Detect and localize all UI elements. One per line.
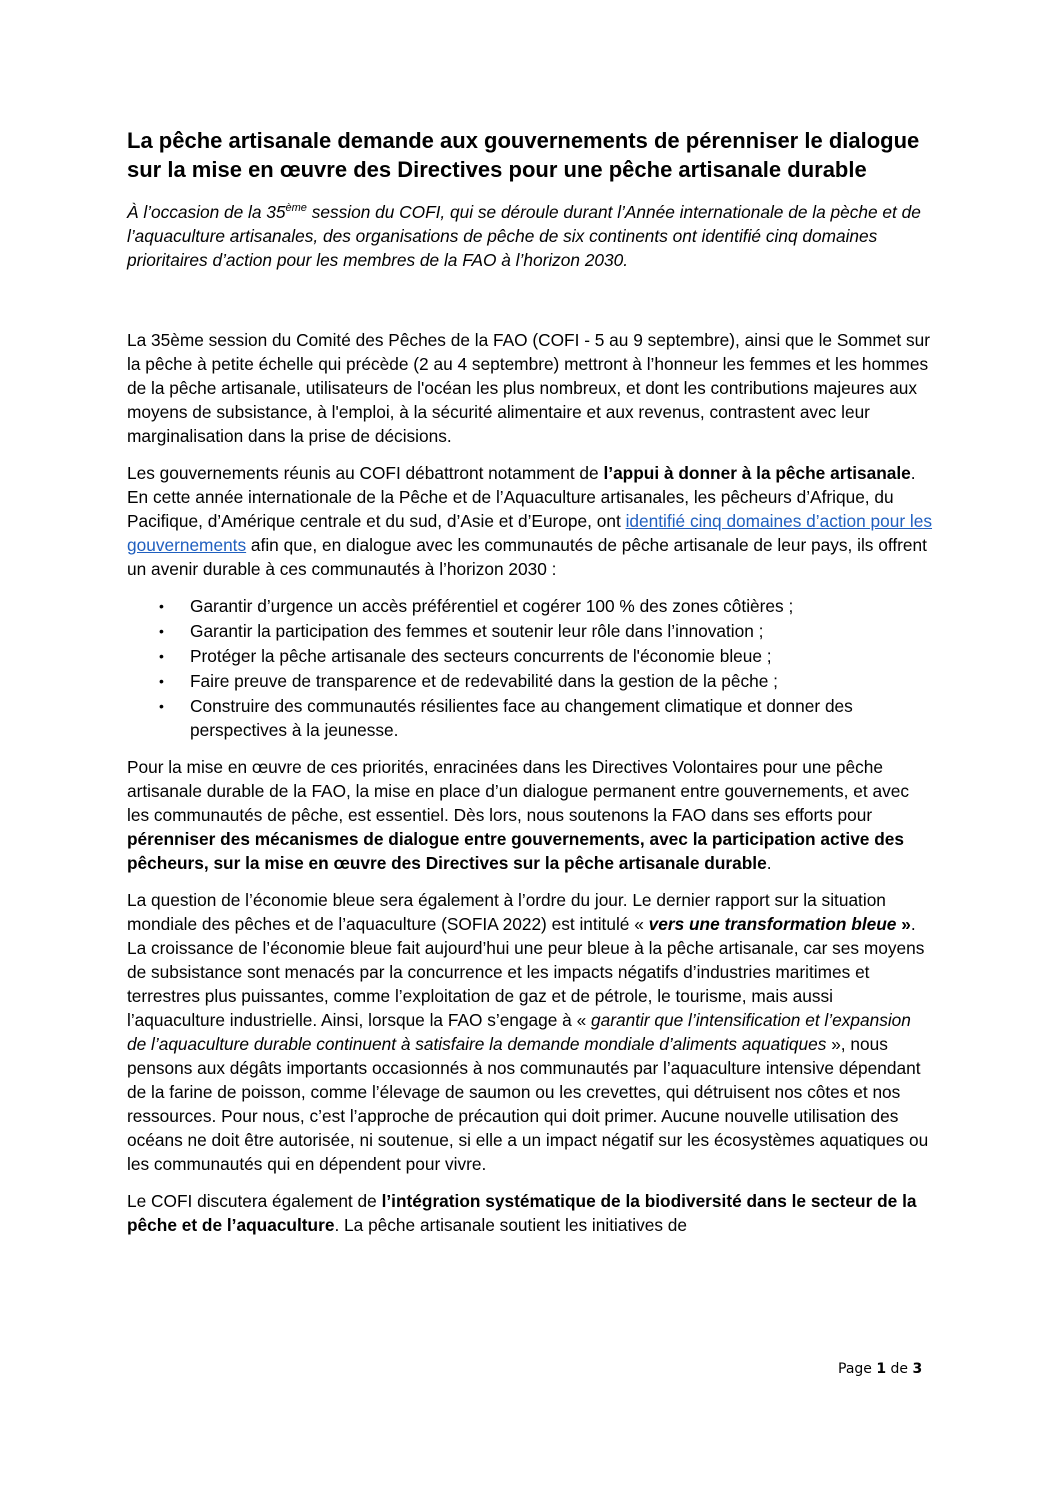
p5-bold: l’intégration systématique de la biodiversité dans le secteur de la pêche et de l’aquaculture — [127, 1191, 917, 1235]
bullet-icon: • — [159, 673, 164, 689]
list-item-text: Garantir la participation des femmes et soutenir leur rôle dans l’innovation ; — [190, 621, 764, 641]
paragraph-5 — [127, 1189, 933, 1237]
paragraph-3 — [127, 755, 933, 875]
intro-text-end: session du COFI, qui se déroule durant l’Année internationale de la pèche et de l’aquaculture artisanales, des organisations de pêche de six continents ont identifié cinq domaines prioritaires d’action pour les membres de la FAO à l’horizon 2030. — [127, 202, 921, 270]
p3-text-c: . — [766, 853, 772, 873]
p2-text-c: . En cette année internationale de la Pêche et de l’Aquaculture artisanales, les pêcheurs d’Afrique, du Pacifique, d’Amérique centrale et du sud, d’Asie et d’Europe, ont — [127, 463, 916, 531]
paragraph-2 — [127, 461, 933, 581]
list-item-text: Protéger la pêche artisanale des secteurs concurrents de l'économie bleue ; — [190, 646, 772, 666]
priorities-link[interactable]: identifié cinq domaines d’action pour les gouvernements — [127, 511, 933, 555]
list-item — [127, 594, 933, 618]
p4-bold-quote: » — [896, 914, 911, 934]
bullet-icon: • — [159, 698, 164, 714]
bullet-icon: • — [159, 648, 164, 664]
document-page — [127, 126, 933, 1250]
p2-bold: l’appui à donner à la pêche artisanale — [603, 463, 911, 483]
intro-paragraph — [127, 200, 933, 272]
p4-italic-quote: garantir que l’intensification et l’expansion de l’aquaculture durable continuent à satisfaire la demande mondiale d’aliments aquatiques — [127, 1010, 911, 1054]
list-item — [127, 619, 933, 643]
current-page: 1 — [876, 1361, 887, 1377]
list-item-text: Faire preuve de transparence et de redevabilité dans la gestion de la pêche ; — [190, 671, 778, 691]
total-pages: 3 — [912, 1361, 923, 1377]
p4-text-a: La question de l’économie bleue sera également à l’ordre du jour. Le dernier rapport sur la situation mondiale des pêches et de l’aquaculture (SOFIA 2022) est intitulé « — [127, 890, 886, 934]
list-item — [127, 669, 933, 693]
p3-bold: pérenniser des mécanismes de dialogue entre gouvernements, avec la participation active des pêcheurs, sur la mise en œuvre des Directives sur la pêche artisanale durable — [127, 829, 904, 873]
intro-superscript: ème — [285, 202, 307, 215]
page-number — [838, 1361, 922, 1377]
p4-bold-italic: vers une transformation bleue — [648, 914, 897, 934]
p5-text-a: Le COFI discutera également de — [127, 1191, 382, 1211]
paragraph-1: La 35ème session du Comité des Pêches de la FAO (COFI - 5 au 9 septembre), ainsi que le Sommet sur la pêche à petite échelle qui précède (2 au 4 septembre) mettront à l’honneur les femmes et les hommes de la pêche artisanale, utilisateurs de l'océan les plus nombreux, et dont les contributions majeures aux moyens de subsistance, à l'emploi, à la sécurité alimentaire et aux revenus, contrastent avec leur marginalisation dans la prise de décisions. — [127, 330, 930, 446]
bullet-icon: • — [159, 598, 164, 614]
list-item — [127, 694, 933, 742]
document-title: La pêche artisanale demande aux gouvernements de pérenniser le dialogue sur la mise en œuvre des Directives pour une pêche artisanale durable — [127, 128, 920, 182]
p2-text-a: Les gouvernements réunis au COFI débattront notamment de — [127, 463, 604, 483]
paragraph-4 — [127, 888, 933, 1176]
list-item — [127, 644, 933, 668]
intro-text-start: À l’occasion de la 35 — [127, 202, 286, 222]
p2-text-d: afin que, en dialogue avec les communautés de pêche artisanale de leur pays, ils offrent un avenir durable à ces communautés à l’horizon 2030 : — [127, 535, 927, 579]
page-label: Page — [838, 1361, 877, 1377]
of-label: de — [886, 1361, 913, 1377]
p3-text-a: Pour la mise en œuvre de ces priorités, enracinées dans les Directives Volontaires pour une pêche artisanale durable de la FAO, la mise en place d’un dialogue permanent entre gouvernements, et avec les communautés de pêche, est essentiel. Dès lors, nous soutenons la FAO dans ses efforts pour — [127, 757, 909, 825]
p5-text-c: . La pêche artisanale soutient les initiatives de — [334, 1215, 687, 1235]
p4-text-f: », nous pensons aux dégâts importants occasionnés à nos communautés par l’aquaculture intensive dépendant de la farine de poisson, comme l’élevage de saumon ou les crevettes, qui détruisent nos côtes et nos ressources. Pour nous, c’est l’approche de précaution qui doit primer. Aucune nouvelle utilisation des océans ne doit être autorisée, ni soutenue, si elle a un impact négatif sur les écosystèmes aquatiques ou les communautés qui en dépendent pour vivre. — [127, 1034, 929, 1174]
bullet-icon: • — [159, 623, 164, 639]
list-item-text: Construire des communautés résilientes face au changement climatique et donner des perspectives à la jeunesse. — [190, 696, 853, 740]
priority-list — [127, 594, 933, 742]
list-item-text: Garantir d’urgence un accès préférentiel et cogérer 100 % des zones côtières ; — [190, 596, 794, 616]
p4-text-d: . La croissance de l’économie bleue fait aujourd’hui une peur bleue à la pêche artisanale, car ses moyens de subsistance sont menacés par la concurrence et les impacts négatifs d’industries maritimes et terrestres plus puissantes, comme l’exploitation de gaz et de pétrole, le tourisme, mais aussi l’aquaculture industrielle. Ainsi, lorsque la FAO s’engage à « — [127, 914, 925, 1030]
